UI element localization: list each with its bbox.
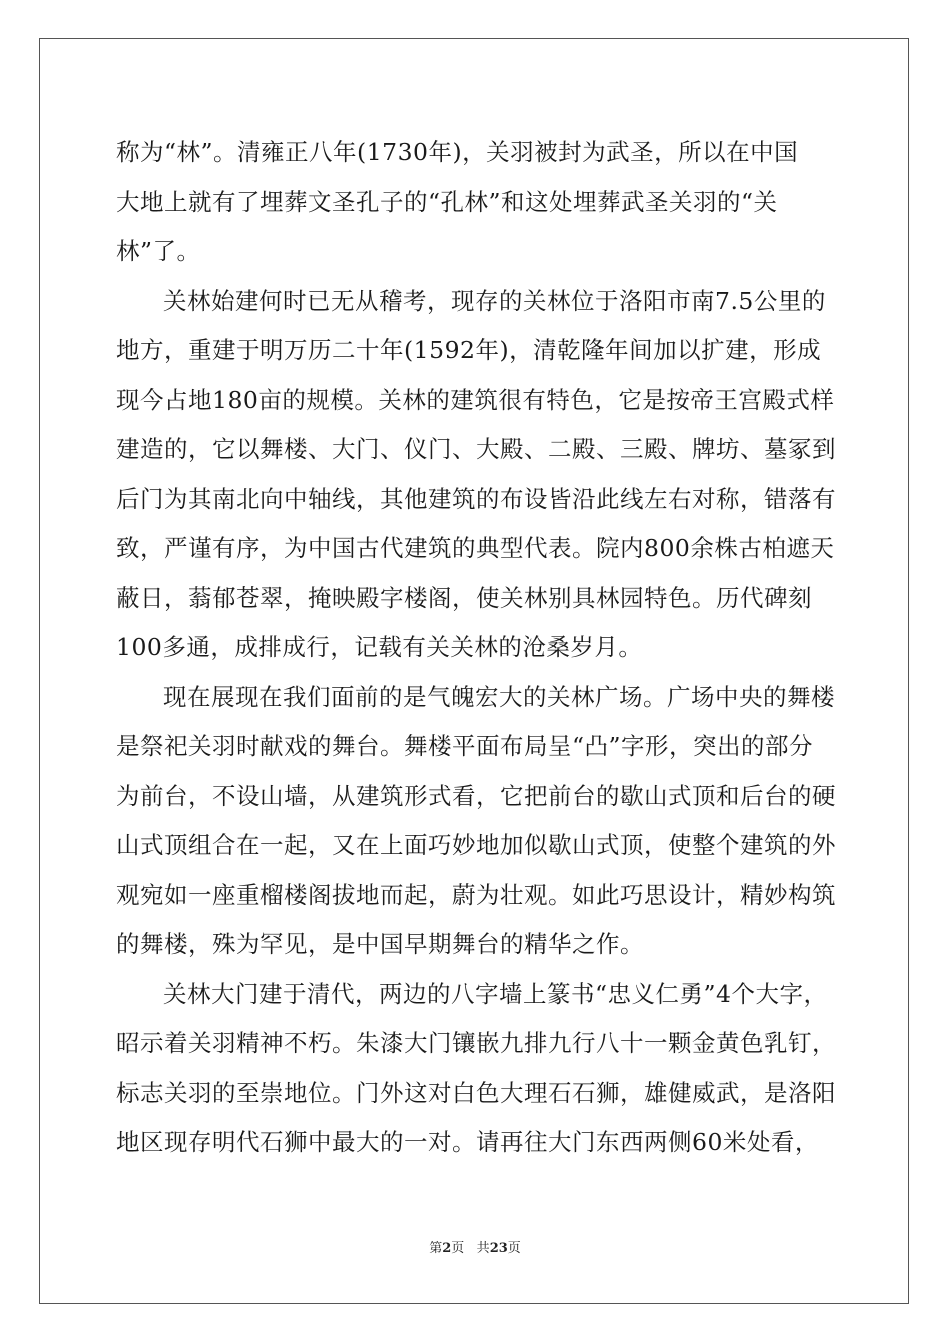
text-line: 后门为其南北向中轴线，其他建筑的布设皆沿此线左右对称，错落有 <box>116 484 836 513</box>
page-prefix: 第 <box>429 1241 443 1256</box>
page-number: 2 <box>442 1241 452 1256</box>
text-line: 大地上就有了埋葬文圣孔子的“孔林”和这处埋葬武圣关羽的“关 <box>116 187 778 216</box>
text-line: 地区现存明代石狮中最大的一对。请再往大门东西两侧60米处看， <box>116 1128 819 1156</box>
text-line: 建造的，它以舞楼、大门、仪门、大殿、二殿、三殿、牌坊、墓冢到 <box>116 435 836 463</box>
text-line: 为前台，不设山墙，从建筑形式看，它把前台的歇山式顶和后台的硬 <box>116 781 836 810</box>
text-line: 林”了。 <box>116 237 201 265</box>
paragraph-first-line: 关林始建何时已无从稽考，现存的关林位于洛阳市南7.5公里的 <box>163 286 826 315</box>
text-line: 100多通，成排成行，记载有关关林的沧桑岁月。 <box>116 633 643 661</box>
text-line: 称为“林”。清雍正八年(1730年)，关羽被封为武圣，所以在中国 <box>116 138 799 166</box>
text-line: 昭示着关羽精神不朽。朱漆大门镶嵌九排九行八十一颗金黄色乳钉， <box>116 1029 836 1057</box>
page-suffix: 页 <box>451 1241 465 1256</box>
text-line: 标志关羽的至崇地位。门外这对白色大理石石狮，雄健威武，是洛阳 <box>116 1078 836 1107</box>
text-line: 是祭祀关羽时献戏的舞台。舞楼平面布局呈“凸”字形，突出的部分 <box>116 732 814 760</box>
text-line: 山式顶组合在一起，又在上面巧妙地加似歇山式顶，使整个建筑的外 <box>116 831 836 859</box>
document-body <box>116 128 836 1168</box>
paragraph-first-line: 现在展现在我们面前的是气魄宏大的关林广场。广场中央的舞楼 <box>163 682 835 711</box>
total-prefix: 共 <box>476 1241 490 1256</box>
total-suffix: 页 <box>507 1241 521 1256</box>
text-line: 观宛如一座重榴楼阁拔地而起，蔚为壮观。如此巧思设计，精妙构筑 <box>116 880 836 909</box>
page-footer <box>0 1240 950 1258</box>
text-line: 蔽日，蓊郁苍翠，掩映殿字楼阁，使关林别具林园特色。历代碑刻 <box>116 583 812 612</box>
total-pages: 23 <box>489 1241 508 1256</box>
text-line: 现今占地180亩的规模。关林的建筑很有特色，它是按帝王宫殿式样 <box>116 385 835 414</box>
text-line: 致，严谨有序，为中国古代建筑的典型代表。院内800余株古柏遮天 <box>116 534 835 562</box>
text-line: 的舞楼，殊为罕见，是中国早期舞台的精华之作。 <box>116 930 644 958</box>
text-line: 地方，重建于明万历二十年(1592年)，清乾隆年间加以扩建，形成 <box>116 336 822 364</box>
paragraph-first-line: 关林大门建于清代，两边的八字墙上篆书“忠义仁勇”4个大字， <box>163 979 828 1008</box>
